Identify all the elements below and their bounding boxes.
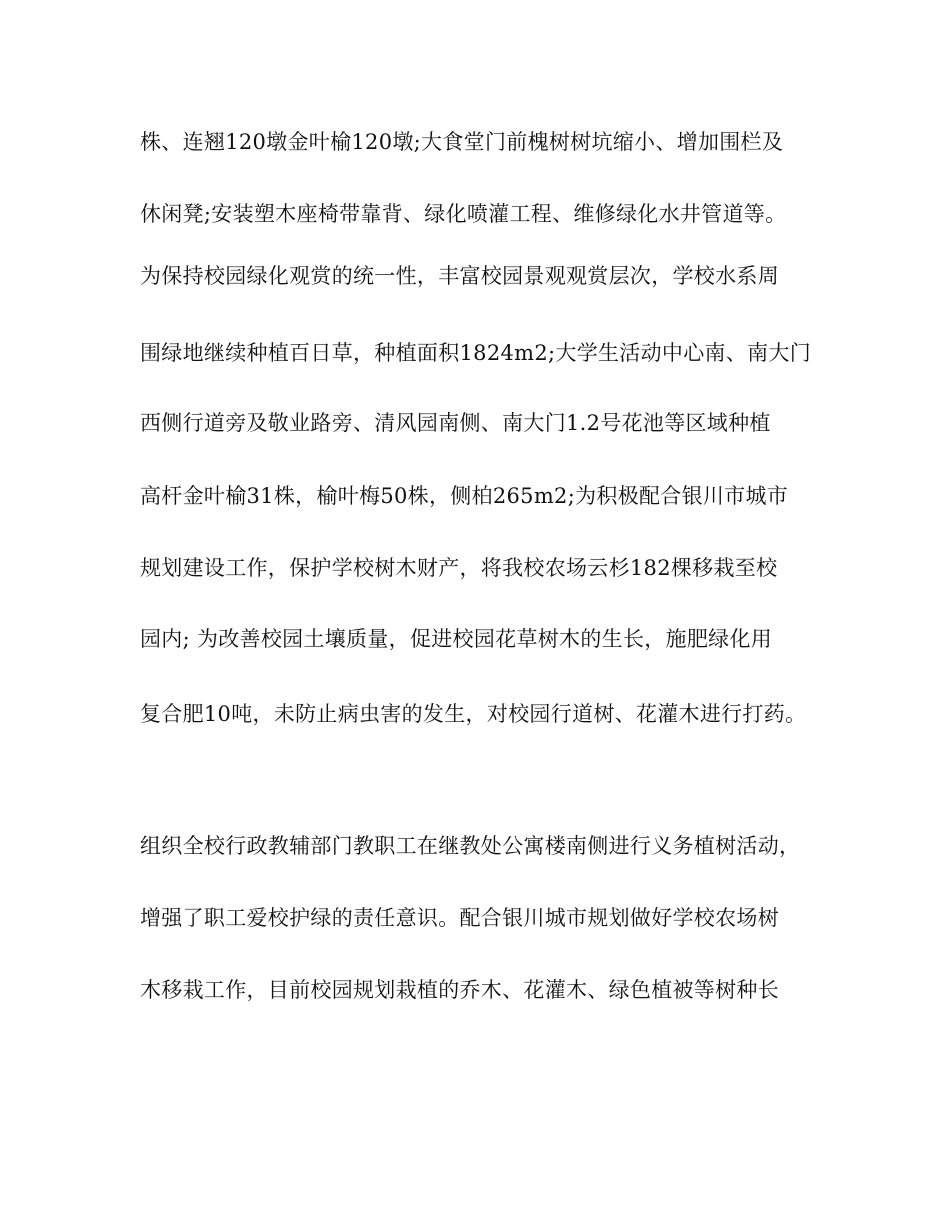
text-line: 西侧行道旁及敬业路旁、清风园南侧、南大门1.2号花池等区域种植 bbox=[140, 411, 771, 435]
text-line: 规划建设工作，保护学校树木财产，将我校农场云杉182棵移栽至校 bbox=[140, 556, 778, 580]
text-line: 休闲凳;安装塑木座椅带靠背、绿化喷灌工程、维修绿化水井管道等。 bbox=[140, 202, 787, 226]
text-line: 复合肥10吨，未防止病虫害的发生，对校园行道树、花灌木进行打药。 bbox=[140, 702, 807, 726]
text-line: 增强了职工爱校护绿的责任意识。配合银川城市规划做好学校农场树 bbox=[140, 906, 779, 930]
text-line: 园内; 为改善校园土壤质量，促进校园花草树木的生长，施肥绿化用 bbox=[140, 627, 773, 651]
text-line: 围绿地继续种植百日草，种植面积1824m2;大学生活动中心南、南大门 bbox=[140, 341, 811, 365]
text-line: 组织全校行政教辅部门教职工在继教处公寓楼南侧进行义务植树活动， bbox=[140, 834, 801, 858]
text-line: 株、连翘120墩金叶榆120墩;大食堂门前槐树树坑缩小、增加围栏及 bbox=[140, 130, 784, 154]
text-line: 高杆金叶榆31株，榆叶梅50株，侧柏265m2;为积极配合银川市城市 bbox=[140, 484, 789, 508]
text-line: 木移栽工作，目前校园规划栽植的乔木、花灌木、绿色植被等树种长 bbox=[140, 978, 779, 1002]
text-line: 为保持校园绿化观赏的统一性，丰富校园景观观赏层次，学校水系周 bbox=[140, 264, 779, 288]
